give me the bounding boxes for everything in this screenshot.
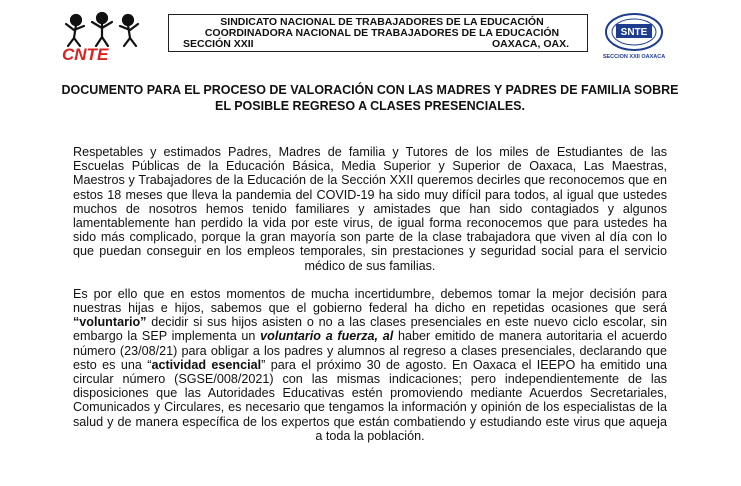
section-label: SECCIÓN XXII	[183, 38, 254, 50]
p2-text-a: Es por ello que en estos momentos de mucha incertidumbre, debemos tomar la mejor decisión para nuestras hijas e hijos, sabemos que el gobierno federal ha dicho en repetidas ocasiones que será	[73, 286, 667, 316]
cnte-logo-text: CNTE	[62, 45, 109, 62]
snte-seal-icon	[603, 12, 665, 62]
paragraph-1: Respetables y estimados Padres, Madres de familia y Tutores de los miles de Estudiantes de las Escuelas Públicas de la Educación Básica, Media Superior y Superior de Oaxaca, Las Maestras, Maestros y Trabajadores de la Educación de la Sección XXII queremos decirles que reconocemos que en estos 18 meses que lleva la pandemia del COVID-19 ha sido muy difícil para todos, al igual que ustedes muchos de nosotros hemos tenido familiares y amistades que han sido contagiados y algunos lamentablemente han perdido la vida por este virus, de igual forma reconocemos que para ustedes ha sido más complicado, porque la gran mayoría son parte de la clase trabajadora que viven al día con lo que puedan conseguir en los empleos temporales, sin prestaciones y seguridad social para el servicio médico de sus familias.	[73, 145, 667, 273]
location-label: OAXACA, OAX.	[491, 38, 569, 50]
snte-seal-text: SNTE	[620, 27, 648, 38]
letterhead-line-2: COORDINADORA NACIONAL DE TRABAJADORES DE LA EDUCACIÓN	[204, 27, 560, 39]
letterhead-line-3	[183, 39, 581, 50]
paragraph-2	[73, 287, 667, 443]
p2-voluntario: “voluntario”	[73, 315, 147, 330]
cnte-logo-icon	[58, 10, 162, 62]
p2-al: , al	[374, 329, 394, 344]
snte-seccion-logo	[603, 12, 665, 62]
cnte-logo	[58, 10, 162, 62]
p2-text-c: decidir si sus hijos asisten o no a las clases presenciales en este nuevo ciclo escolar, sin embargo la SEP implementa un	[73, 315, 667, 344]
p2-text-h: ” para el próximo 30 de agosto. En Oaxaca el IEEPO ha emitido una circular número (SGSE/008/2021) con las mismas indicaciones; pero independientemente de las disposiciones que las Autoridades Educativas estén promoviendo mediante Acuerdos Secretariales, Comunicados y Circulares, es necesario que tengamos la información y opinión de los especialistas de la salud y de manera específica de los expertos que están combatiendo y estudiando este virus que aqueja a toda la población.	[73, 357, 668, 443]
document-title: DOCUMENTO PARA EL PROCESO DE VALORACIÓN CON LAS MADRES Y PADRES DE FAMILIA SOBRE EL POSIBLE REGRESO A CLASES PRESENCIALES.	[61, 83, 679, 113]
p2-text-f: haber emitido de manera autoritaria el acuerdo número (23/08/21) para obligar a los padres y alumnos al regreso a clases presenciales, declarando que esto es una “	[73, 329, 668, 372]
p2-voluntario-a-fuerza: voluntario a fuerza	[260, 329, 375, 344]
snte-seal-caption: SECCION XXII OAXACA	[603, 54, 665, 60]
document-body	[73, 145, 667, 457]
letterhead-box	[168, 14, 588, 52]
p2-actividad-esencial: actividad esencial	[151, 357, 262, 372]
letterhead-line-1: SINDICATO NACIONAL DE TRABAJADORES DE LA EDUCACIÓN	[220, 16, 544, 28]
